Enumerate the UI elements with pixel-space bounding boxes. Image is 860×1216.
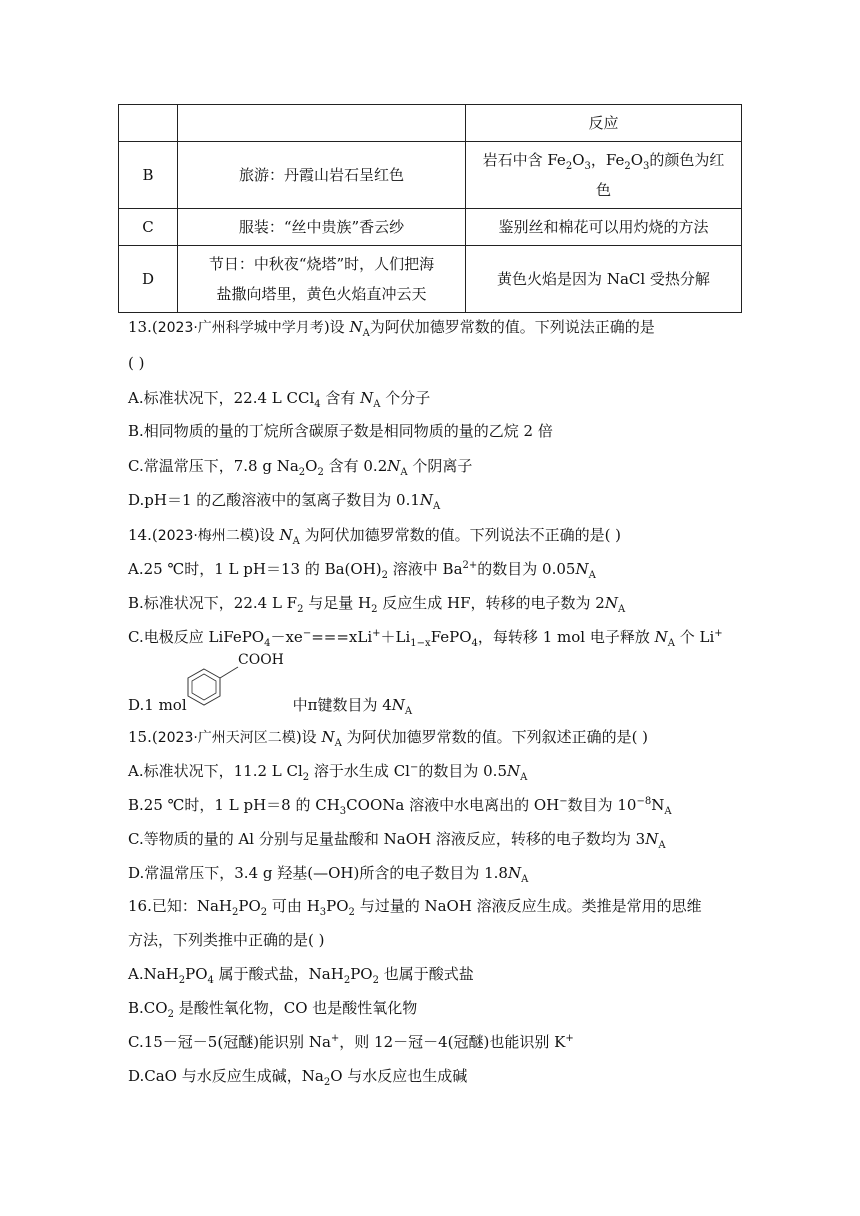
q16-option-d[interactable]: D.CaO 与水反应生成碱，$Na_2O$ 与水反应也生成碱: [128, 1067, 468, 1088]
q14-stem: 14.(2023·梅州二模)设 $N_A$ 为阿伏加德罗常数的值。下列说法不正确的是( ): [128, 526, 622, 547]
row-id: D: [119, 246, 178, 313]
q13-option-b[interactable]: B.相同物质的量的丁烷所含碳原子数是相同物质的量的乙烷 2 倍: [128, 422, 553, 440]
row-id: B: [119, 142, 178, 209]
q14-option-b[interactable]: B.标准状况下，22.4 L $F_2$ 与足量 $H_2$ 反应生成 HF，转移的电子数为 $2N_A$: [128, 594, 626, 615]
row-reaction: 鉴别丝和棉花可以用灼烧的方法: [466, 209, 742, 246]
q16-stem-line2: 方法，下列类推中正确的是( ): [128, 931, 325, 949]
benzoic-acid-structure: [182, 648, 292, 714]
q13-bracket: ( ): [128, 354, 145, 372]
row-desc: 旅游：丹霞山岩石呈红色: [178, 142, 466, 209]
table-row: [119, 209, 742, 246]
row-id: C: [119, 209, 178, 246]
q16-option-b[interactable]: $B.CO_2$ 是酸性氧化物，CO 也是酸性氧化物: [128, 999, 418, 1020]
q16-option-c[interactable]: C.15－冠－5(冠醚)能识别 Na+，则 12－冠－4(冠醚)也能识别 K+: [128, 1033, 574, 1051]
cooh-label: COOH: [238, 652, 284, 668]
q14-option-c[interactable]: C.电极反应 $LiFePO_4-xe^-===xLi^++Li_{1-x}FePO_4$，每转移 1 mol 电子释放 $N_A$ 个 Li+: [128, 628, 723, 649]
row-reaction: 岩石中含 $Fe_2O_3$，$Fe_2O_3$的颜色为红 色: [466, 142, 742, 209]
q13-option-c[interactable]: C.常温常压下，7.8 g $Na_2O_2$ 含有 $0.2N_A$ 个阴离子: [128, 457, 473, 478]
q16-stem-line1: 16.已知：$NaH_2PO_2$ 可由 $H_3PO_2$ 与过量的 NaOH 溶液反应生成。类推是常用的思维: [128, 897, 702, 918]
table-cell: [119, 105, 178, 142]
q15-option-a[interactable]: A.标准状况下，11.2 L $Cl_2$ 溶于水生成 Cl−的数目为 $0.5N_A$: [128, 762, 528, 783]
q15-option-c[interactable]: C.等物质的量的 Al 分别与足量盐酸和 NaOH 溶液反应，转移的电子数均为 $3N_A$: [128, 830, 666, 851]
table-cell: [178, 105, 466, 142]
q15-option-b[interactable]: B.25 ℃时，1 L pH＝8 的 $CH_3COONa$ 溶液中水电离出的 OH−数目为 $10^{-8}N_A$: [128, 796, 672, 817]
row-reaction: 黄色火焰是因为 NaCl 受热分解: [466, 246, 742, 313]
table-row: [119, 246, 742, 313]
table-row: [119, 105, 742, 142]
q14-option-d[interactable]: D.1 mol 中π键数目为 $4N_A$: [128, 696, 413, 717]
answer-table: [118, 104, 742, 313]
q13-stem: 13.(2023·广州科学城中学月考)设 $N_A$为阿伏加德罗常数的值。下列说法正确的是: [128, 318, 655, 339]
row-desc: 服装：“丝中贵族”香云纱: [178, 209, 466, 246]
q15-stem: 15.(2023·广州天河区二模)设 $N_A$ 为阿伏加德罗常数的值。下列叙述正确的是( ): [128, 728, 649, 749]
table-row: [119, 142, 742, 209]
q16-option-a[interactable]: $A.NaH_2PO_4$ 属于酸式盐，$NaH_2PO_2$ 也属于酸式盐: [128, 965, 474, 986]
row-desc: 节日：中秋夜“烧塔”时，人们把海 盐撒向塔里，黄色火焰直冲云天: [178, 246, 466, 313]
table-cell: 反应: [466, 105, 742, 142]
q13-option-a[interactable]: A.标准状况下，22.4 L CCl$_4$ 含有 $N_A$ 个分子: [128, 389, 431, 410]
q15-option-d[interactable]: D.常温常压下，3.4 g 羟基(—OH)所含的电子数目为 $1.8N_A$: [128, 864, 529, 885]
q14-option-a[interactable]: A.25 ℃时，1 L pH＝13 的 $Ba(OH)_2$ 溶液中 $Ba^{2+}$的数目为 $0.05N_A$: [128, 560, 596, 581]
q13-option-d[interactable]: D.pH＝1 的乙酸溶液中的氢离子数目为 $0.1N_A$: [128, 491, 441, 512]
